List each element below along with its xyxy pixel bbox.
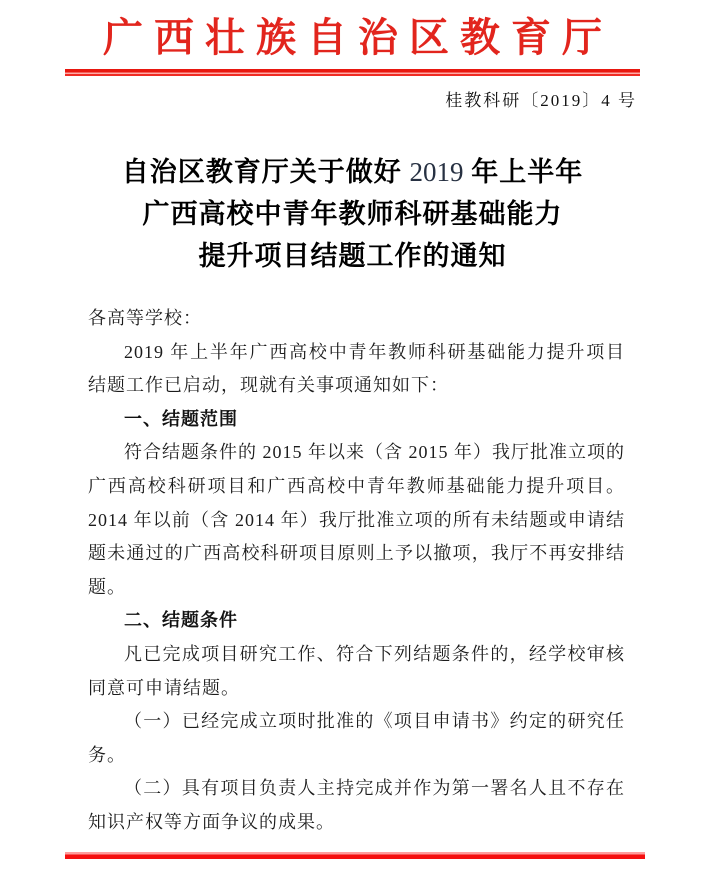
title-line-1-prefix: 自治区教育厅关于做好: [121, 157, 410, 187]
title-year: 2019: [409, 157, 464, 187]
footer-red-rule: [65, 852, 645, 859]
salutation: 各高等学校：: [88, 308, 202, 328]
section-heading-scope: 一、结题范围: [124, 408, 238, 429]
letterhead-red-rule: [65, 69, 640, 76]
title-line-2: 广西高校中青年教师科研基础能力: [142, 199, 563, 229]
paragraph-intro: 2019 年上半年广西高校中青年教师科研基础能力提升项目结题工作已启动，现就有关事项通知如下：: [88, 341, 625, 396]
letterhead-agency-name: 广西壮族自治区教育厅: [103, 15, 613, 60]
title-line-1: [40, 151, 665, 193]
title-line-1-suffix: 年上半年: [463, 157, 584, 187]
paragraph-scope: 符合结题条件的 2015 年以来（含 2015 年）我厅批准立项的广西高校科研项目和广西高校中青年教师基础能力提升项目。2014 年以前（含 2014 年）我厅批准立项的所有未结题或申请结题未通过的广西高校科研项目原则上予以撤项，我厅不再安排结题。: [88, 442, 625, 597]
title-line-3: 提升项目结题工作的通知: [198, 241, 507, 271]
document-title: [40, 151, 665, 277]
paragraph-condition-1: （一）已经完成立项时批准的《项目申请书》约定的研究任务。: [88, 711, 625, 765]
paragraph-condition-2: （二）具有项目负责人主持完成并作为第一署名人且不存在知识产权等方面争议的成果。: [88, 778, 625, 832]
section-heading-conditions: 二、结题条件: [124, 610, 238, 631]
document-body: [88, 302, 625, 840]
document-number: 桂教科研〔2019〕4 号: [445, 91, 637, 110]
paragraph-conditions-intro: 凡已完成项目研究工作、符合下列结题条件的，经学校审核同意可申请结题。: [88, 643, 625, 698]
